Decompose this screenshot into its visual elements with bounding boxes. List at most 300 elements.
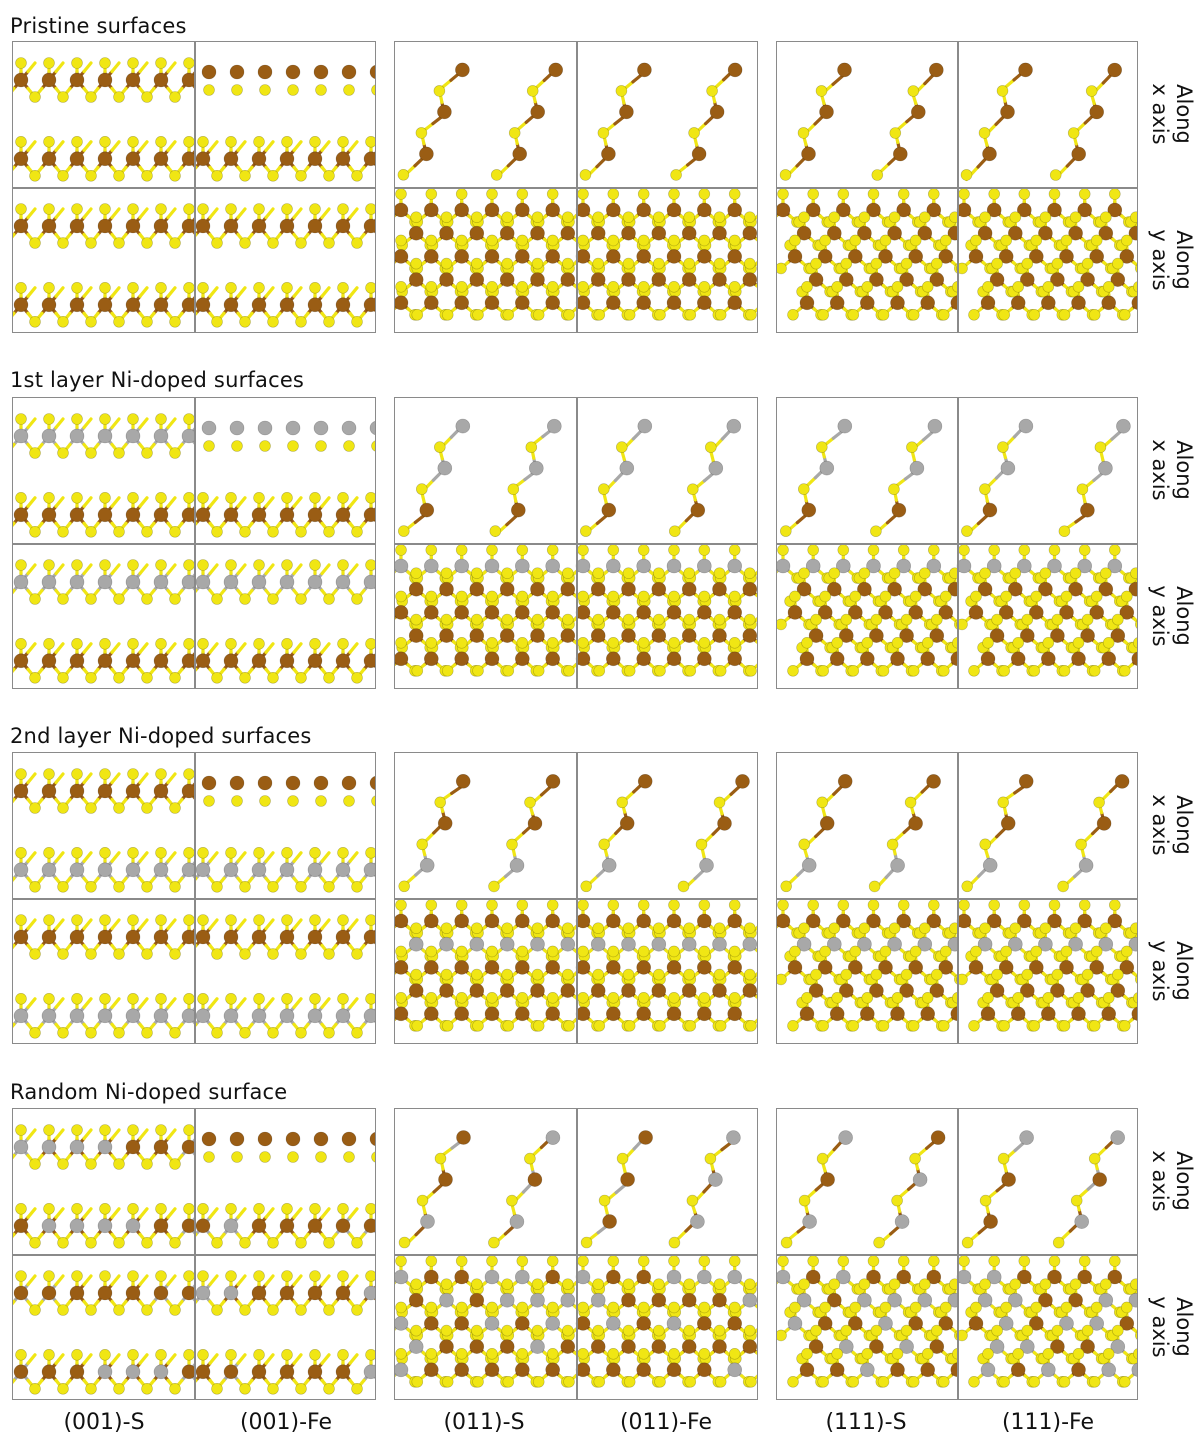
sulfur-atom-icon xyxy=(594,665,605,676)
sulfur-atom-icon xyxy=(184,414,195,425)
sulfur-atom-icon xyxy=(503,665,514,676)
sulfur-atom-icon xyxy=(1138,263,1139,274)
iron-atom-icon xyxy=(98,73,112,87)
sulfur-atom-icon xyxy=(170,594,181,605)
iron-atom-icon xyxy=(154,508,168,522)
iron-atom-icon xyxy=(1001,105,1015,119)
nickel-atom-icon xyxy=(370,421,376,435)
nickel-atom-icon xyxy=(709,461,723,475)
iron-atom-icon xyxy=(252,930,266,944)
iron-atom-icon xyxy=(983,503,997,517)
iron-atom-icon xyxy=(1108,63,1122,77)
sulfur-atom-icon xyxy=(310,993,321,1004)
sulfur-atom-icon xyxy=(184,282,195,293)
iron-atom-icon xyxy=(154,219,168,233)
sulfur-atom-icon xyxy=(142,92,153,103)
bond xyxy=(294,644,301,653)
iron-atom-icon xyxy=(577,203,590,217)
sulfur-atom-icon xyxy=(699,235,710,246)
bond xyxy=(168,999,175,1008)
sulfur-atom-icon xyxy=(58,594,69,605)
sulfur-atom-icon xyxy=(980,568,991,579)
nickel-atom-icon xyxy=(1001,461,1015,475)
iron-atom-icon xyxy=(202,65,216,79)
iron-atom-icon xyxy=(546,296,560,310)
iron-atom-icon xyxy=(622,226,636,240)
sulfur-atom-icon xyxy=(699,281,710,292)
iron-atom-icon xyxy=(601,147,615,161)
iron-atom-icon xyxy=(637,652,651,666)
sulfur-atom-icon xyxy=(859,568,870,579)
iron-atom-icon xyxy=(546,652,560,666)
nickel-atom-icon xyxy=(224,863,238,877)
sulfur-atom-icon xyxy=(562,258,573,269)
bond xyxy=(13,669,14,678)
sulfur-atom-icon xyxy=(128,204,139,215)
sulfur-atom-icon xyxy=(86,92,97,103)
bond xyxy=(266,209,273,218)
sulfur-atom-icon xyxy=(928,189,939,200)
sulfur-atom-icon xyxy=(671,169,682,180)
sulfur-atom-icon xyxy=(170,803,181,814)
bond xyxy=(112,288,119,297)
iron-atom-icon xyxy=(395,652,408,666)
iron-atom-icon xyxy=(126,930,140,944)
sulfur-atom-icon xyxy=(608,235,619,246)
sulfur-atom-icon xyxy=(240,526,251,537)
structure-view-011-s-y-axis xyxy=(395,899,577,1044)
bond xyxy=(210,920,217,929)
iron-atom-icon xyxy=(70,654,84,668)
sulfur-atom-icon xyxy=(983,281,994,292)
sulfur-atom-icon xyxy=(411,568,422,579)
bond xyxy=(112,920,119,929)
structure-view-011-s-x-axis xyxy=(395,753,577,899)
iron-atom-icon xyxy=(606,203,620,217)
sulfur-atom-icon xyxy=(156,915,167,926)
iron-atom-icon xyxy=(713,226,727,240)
sulfur-atom-icon xyxy=(564,309,575,320)
iron-atom-icon xyxy=(511,503,525,517)
sulfur-atom-icon xyxy=(1019,545,1030,556)
bond xyxy=(84,920,91,929)
bond xyxy=(266,853,273,862)
nickel-atom-icon xyxy=(637,559,651,573)
iron-atom-icon xyxy=(577,605,590,619)
sulfur-atom-icon xyxy=(114,1027,125,1038)
iron-atom-icon xyxy=(619,105,633,119)
sulfur-atom-icon xyxy=(868,189,879,200)
sulfur-atom-icon xyxy=(399,881,410,892)
bond xyxy=(84,853,91,862)
sulfur-atom-icon xyxy=(16,638,27,649)
iron-atom-icon xyxy=(788,249,802,263)
sulfur-atom-icon xyxy=(580,526,591,537)
sulfur-atom-icon xyxy=(979,127,990,138)
sulfur-atom-icon xyxy=(282,993,293,1004)
sulfur-atom-icon xyxy=(744,258,755,269)
sulfur-atom-icon xyxy=(170,1027,181,1038)
sulfur-atom-icon xyxy=(100,769,111,780)
sulfur-atom-icon xyxy=(901,258,912,269)
sulfur-atom-icon xyxy=(114,672,125,683)
iron-atom-icon xyxy=(637,605,651,619)
sulfur-atom-icon xyxy=(799,212,810,223)
iron-atom-icon xyxy=(440,273,454,287)
sulfur-atom-icon xyxy=(128,282,139,293)
iron-atom-icon xyxy=(1090,105,1104,119)
sulfur-atom-icon xyxy=(1109,189,1120,200)
sulfur-atom-icon xyxy=(396,545,407,556)
iron-atom-icon xyxy=(42,508,56,522)
sulfur-atom-icon xyxy=(338,993,349,1004)
sulfur-atom-icon xyxy=(142,672,153,683)
nickel-atom-icon xyxy=(728,559,742,573)
sulfur-atom-icon xyxy=(841,614,852,625)
sulfur-atom-icon xyxy=(100,915,111,926)
sulfur-atom-icon xyxy=(282,282,293,293)
sulfur-atom-icon xyxy=(578,281,589,292)
sulfur-atom-icon xyxy=(398,526,409,537)
nickel-atom-icon xyxy=(196,575,210,589)
sulfur-atom-icon xyxy=(533,665,544,676)
sulfur-atom-icon xyxy=(617,797,628,808)
iron-atom-icon xyxy=(364,152,376,166)
nickel-atom-icon xyxy=(515,559,529,573)
sulfur-atom-icon xyxy=(72,136,83,147)
iron-atom-icon xyxy=(196,508,210,522)
iron-atom-icon xyxy=(126,152,140,166)
sulfur-atom-icon xyxy=(971,591,982,602)
iron-atom-icon xyxy=(424,203,438,217)
sulfur-atom-icon xyxy=(86,672,97,683)
iron-atom-icon xyxy=(224,930,238,944)
sulfur-atom-icon xyxy=(412,309,423,320)
sulfur-atom-icon xyxy=(714,212,725,223)
sulfur-atom-icon xyxy=(714,258,725,269)
bond xyxy=(28,565,35,574)
iron-atom-icon xyxy=(652,582,666,596)
nickel-atom-icon xyxy=(456,419,470,433)
bond xyxy=(168,920,175,929)
sulfur-atom-icon xyxy=(260,796,271,807)
iron-atom-icon xyxy=(409,226,423,240)
sulfur-atom-icon xyxy=(240,170,251,181)
iron-atom-icon xyxy=(891,652,905,666)
bond xyxy=(294,498,301,507)
iron-atom-icon xyxy=(252,152,266,166)
sulfur-atom-icon xyxy=(1013,281,1024,292)
sulfur-atom-icon xyxy=(296,672,307,683)
sulfur-atom-icon xyxy=(184,58,195,69)
sulfur-atom-icon xyxy=(699,545,710,556)
nickel-atom-icon xyxy=(70,575,84,589)
iron-atom-icon xyxy=(860,652,874,666)
sulfur-atom-icon xyxy=(72,847,83,858)
sulfur-atom-icon xyxy=(997,442,1008,453)
sulfur-atom-icon xyxy=(338,560,349,571)
nickel-atom-icon xyxy=(42,429,56,443)
sulfur-atom-icon xyxy=(838,189,849,200)
sulfur-atom-icon xyxy=(1070,568,1081,579)
iron-atom-icon xyxy=(98,298,112,312)
sulfur-atom-icon xyxy=(802,637,813,648)
bond xyxy=(112,853,119,862)
sulfur-atom-icon xyxy=(316,441,327,452)
sulfur-atom-icon xyxy=(352,238,363,249)
iron-atom-icon xyxy=(891,296,905,310)
bond xyxy=(238,644,245,653)
bond xyxy=(112,999,119,1008)
sulfur-atom-icon xyxy=(352,170,363,181)
sulfur-atom-icon xyxy=(1013,637,1024,648)
bond xyxy=(56,288,63,297)
bond xyxy=(757,239,758,245)
iron-atom-icon xyxy=(126,73,140,87)
nickel-atom-icon xyxy=(258,421,272,435)
iron-atom-icon xyxy=(637,296,651,310)
sulfur-atom-icon xyxy=(254,136,265,147)
sulfur-atom-icon xyxy=(170,238,181,249)
iron-atom-icon xyxy=(126,219,140,233)
iron-atom-icon xyxy=(395,249,408,263)
column-divider xyxy=(576,42,578,332)
bond xyxy=(84,142,91,151)
bond xyxy=(238,142,245,151)
sulfur-atom-icon xyxy=(72,58,83,69)
sulfur-atom-icon xyxy=(1010,212,1021,223)
sulfur-atom-icon xyxy=(780,169,791,180)
nickel-atom-icon xyxy=(252,575,266,589)
sulfur-atom-icon xyxy=(816,442,827,453)
sulfur-atom-icon xyxy=(114,949,125,960)
sulfur-atom-icon xyxy=(669,591,680,602)
sulfur-atom-icon xyxy=(16,993,27,1004)
bond xyxy=(56,209,63,218)
sulfur-atom-icon xyxy=(100,847,111,858)
iron-atom-icon xyxy=(286,65,300,79)
iron-atom-icon xyxy=(531,582,545,596)
sulfur-atom-icon xyxy=(30,170,41,181)
bond xyxy=(84,774,91,783)
iron-atom-icon xyxy=(620,816,634,830)
sulfur-atom-icon xyxy=(114,803,125,814)
iron-atom-icon xyxy=(252,654,266,668)
iron-atom-icon xyxy=(500,582,514,596)
sulfur-atom-icon xyxy=(638,281,649,292)
bond xyxy=(294,288,301,297)
iron-atom-icon xyxy=(561,629,575,643)
iron-atom-icon xyxy=(455,652,469,666)
nickel-atom-icon xyxy=(42,863,56,877)
bond xyxy=(350,498,357,507)
bond xyxy=(84,63,91,72)
iron-atom-icon xyxy=(515,249,529,263)
iron-atom-icon xyxy=(395,605,408,619)
iron-atom-icon xyxy=(622,629,636,643)
bond xyxy=(238,288,245,297)
iron-atom-icon xyxy=(546,203,560,217)
iron-atom-icon xyxy=(308,930,322,944)
sulfur-atom-icon xyxy=(1100,212,1111,223)
sulfur-atom-icon xyxy=(30,803,41,814)
sulfur-atom-icon xyxy=(324,316,335,327)
sulfur-atom-icon xyxy=(527,85,538,96)
sulfur-atom-icon xyxy=(1103,281,1114,292)
sulfur-atom-icon xyxy=(487,637,498,648)
sulfur-atom-icon xyxy=(170,92,181,103)
iron-atom-icon xyxy=(308,654,322,668)
bond xyxy=(140,419,147,428)
sulfur-atom-icon xyxy=(598,484,609,495)
section-title-random: Random Ni-doped surface xyxy=(10,1080,288,1104)
sulfur-atom-icon xyxy=(578,235,589,246)
sulfur-atom-icon xyxy=(366,560,377,571)
sulfur-atom-icon xyxy=(30,316,41,327)
sulfur-atom-icon xyxy=(352,672,363,683)
sulfur-atom-icon xyxy=(254,204,265,215)
sulfur-atom-icon xyxy=(417,839,428,850)
iron-atom-icon xyxy=(606,652,620,666)
bond xyxy=(13,313,14,322)
sulfur-atom-icon xyxy=(898,189,909,200)
bond xyxy=(210,853,217,862)
iron-atom-icon xyxy=(42,784,56,798)
sulfur-atom-icon xyxy=(184,993,195,1004)
nickel-atom-icon xyxy=(98,1009,112,1023)
sulfur-atom-icon xyxy=(198,993,209,1004)
structure-view-001-s-x-axis xyxy=(13,42,195,188)
sulfur-atom-icon xyxy=(212,594,223,605)
sulfur-atom-icon xyxy=(999,309,1010,320)
sulfur-atom-icon xyxy=(788,665,799,676)
sulfur-atom-icon xyxy=(352,526,363,537)
sulfur-atom-icon xyxy=(198,638,209,649)
bond xyxy=(266,142,273,151)
iron-atom-icon xyxy=(14,298,28,312)
iron-atom-icon xyxy=(549,63,563,77)
sulfur-atom-icon xyxy=(838,545,849,556)
bond xyxy=(112,209,119,218)
bond xyxy=(28,142,35,151)
sulfur-atom-icon xyxy=(441,568,452,579)
sulfur-atom-icon xyxy=(416,127,427,138)
sulfur-atom-icon xyxy=(86,881,97,892)
sulfur-atom-icon xyxy=(684,614,695,625)
structure-view-111-fe-x-axis xyxy=(958,42,1138,188)
sulfur-atom-icon xyxy=(1121,591,1132,602)
iron-atom-icon xyxy=(531,226,545,240)
sulfur-atom-icon xyxy=(226,282,237,293)
sulfur-atom-icon xyxy=(212,881,223,892)
nickel-atom-icon xyxy=(455,559,469,573)
sulfur-atom-icon xyxy=(226,204,237,215)
sulfur-atom-icon xyxy=(86,238,97,249)
structure-view-011-s-x-axis xyxy=(395,42,577,188)
sulfur-atom-icon xyxy=(508,484,519,495)
bond xyxy=(322,999,329,1008)
bond xyxy=(84,999,91,1008)
iron-atom-icon xyxy=(14,654,28,668)
nickel-atom-icon xyxy=(547,419,561,433)
sulfur-atom-icon xyxy=(442,665,453,676)
sulfur-atom-icon xyxy=(1049,189,1060,200)
sulfur-atom-icon xyxy=(578,591,589,602)
iron-atom-icon xyxy=(280,654,294,668)
nickel-atom-icon xyxy=(958,559,971,573)
sulfur-atom-icon xyxy=(240,316,251,327)
sulfur-atom-icon xyxy=(100,58,111,69)
iron-atom-icon xyxy=(308,219,322,233)
column-divider xyxy=(957,398,959,688)
sulfur-atom-icon xyxy=(989,545,1000,556)
structure-view-001-fe-y-axis xyxy=(195,899,376,1044)
nickel-atom-icon xyxy=(777,559,790,573)
sulfur-atom-icon xyxy=(86,1027,97,1038)
iron-atom-icon xyxy=(1102,652,1116,666)
sulfur-atom-icon xyxy=(517,637,528,648)
iron-atom-icon xyxy=(308,508,322,522)
sulfur-atom-icon xyxy=(471,258,482,269)
sulfur-atom-icon xyxy=(889,212,900,223)
sulfur-atom-icon xyxy=(841,258,852,269)
sulfur-atom-icon xyxy=(441,258,452,269)
sulfur-atom-icon xyxy=(396,189,407,200)
sulfur-atom-icon xyxy=(232,85,243,96)
iron-atom-icon xyxy=(456,774,470,788)
sulfur-atom-icon xyxy=(198,136,209,147)
bond xyxy=(84,644,91,653)
bond xyxy=(168,142,175,151)
sulfur-atom-icon xyxy=(212,170,223,181)
sulfur-atom-icon xyxy=(198,915,209,926)
structure-view-001-s-y-axis xyxy=(13,899,195,1044)
iron-atom-icon xyxy=(637,63,651,77)
sulfur-atom-icon xyxy=(859,212,870,223)
sulfur-atom-icon xyxy=(1100,568,1111,579)
bond xyxy=(140,209,147,218)
sulfur-atom-icon xyxy=(16,769,27,780)
sulfur-atom-icon xyxy=(44,282,55,293)
iron-atom-icon xyxy=(14,219,28,233)
bond xyxy=(757,286,758,292)
sulfur-atom-icon xyxy=(808,545,819,556)
iron-atom-icon xyxy=(364,930,376,944)
iron-atom-icon xyxy=(728,203,742,217)
sulfur-atom-icon xyxy=(980,212,991,223)
iron-atom-icon xyxy=(682,226,696,240)
bond xyxy=(757,642,758,648)
nickel-atom-icon xyxy=(1098,461,1112,475)
structure-view-011-fe-y-axis xyxy=(577,188,758,333)
sulfur-atom-icon xyxy=(412,665,423,676)
iron-atom-icon xyxy=(470,629,484,643)
bond xyxy=(13,523,14,532)
sulfur-atom-icon xyxy=(547,545,558,556)
sulfur-atom-icon xyxy=(254,993,265,1004)
sulfur-atom-icon xyxy=(114,526,125,537)
iron-atom-icon xyxy=(531,105,545,119)
sulfur-atom-icon xyxy=(240,238,251,249)
structure-view-111-s-y-axis xyxy=(777,188,958,333)
structure-view-011-fe-x-axis xyxy=(577,753,758,899)
sulfur-atom-icon xyxy=(922,281,933,292)
sulfur-atom-icon xyxy=(696,839,707,850)
sulfur-atom-icon xyxy=(212,526,223,537)
sulfur-atom-icon xyxy=(1061,591,1072,602)
sulfur-atom-icon xyxy=(871,258,882,269)
bond xyxy=(294,209,301,218)
